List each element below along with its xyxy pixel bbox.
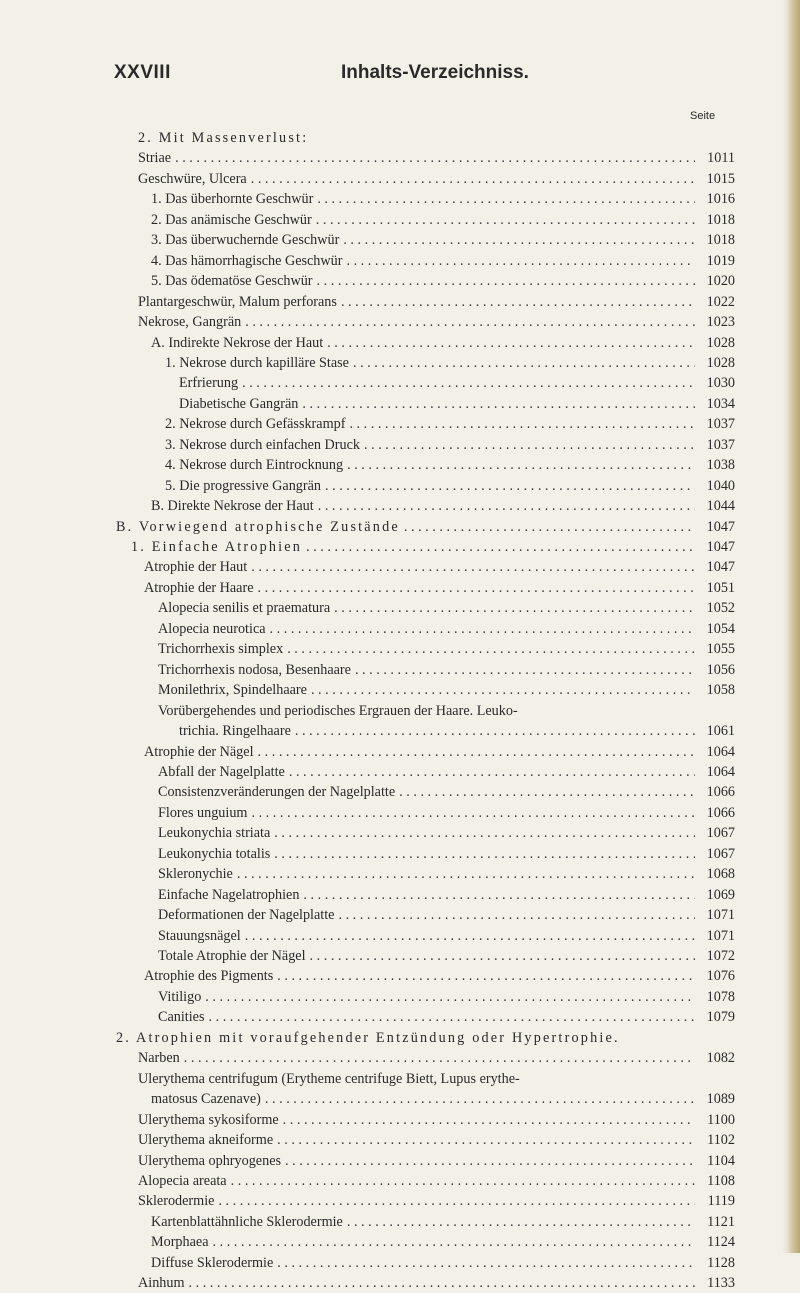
dot-leader: [343, 230, 695, 250]
toc-entry: [116, 1028, 735, 1048]
toc-entry-title: Einfache Nagelatrophien: [158, 886, 300, 903]
dot-leader: [251, 803, 695, 823]
toc-entry-page: 1133: [707, 1275, 735, 1292]
toc-entry-page: 1082: [706, 1050, 735, 1067]
toc-entry-title: 5. Das ödematöse Geschwür: [151, 273, 313, 290]
toc-entry-title: 1. Einfache Atrophien: [131, 539, 303, 555]
dot-leader: [311, 680, 695, 700]
toc-entry-page: 1064: [706, 743, 735, 760]
toc-entry-title: Abfall der Nagelplatte: [158, 763, 285, 780]
dot-leader: [347, 455, 695, 475]
toc-entry-page: 1020: [706, 273, 735, 290]
toc-entry-page: 1023: [706, 314, 735, 331]
toc-entry-page: 1054: [706, 620, 735, 637]
dot-leader: [242, 373, 695, 393]
toc-entry-title: Narben: [138, 1050, 180, 1067]
toc-entry: [158, 598, 735, 618]
toc-entry-page: 1044: [706, 498, 735, 515]
page-number: XXVIII: [114, 62, 171, 83]
toc-entry-title: Atrophie der Haare: [144, 579, 254, 596]
toc-entry-page: 1028: [706, 354, 735, 371]
dot-leader: [285, 1151, 695, 1171]
toc-entry: [138, 1110, 735, 1130]
toc-entry: [144, 557, 735, 577]
toc-entry-page: 1121: [707, 1213, 735, 1230]
toc-entry: [151, 333, 735, 353]
dot-leader: [205, 987, 695, 1007]
toc-entry: [138, 1069, 735, 1089]
dot-leader: [245, 312, 695, 332]
dot-leader: [334, 598, 695, 618]
toc-entry-page: 1047: [706, 559, 735, 576]
dot-leader: [270, 619, 695, 639]
dot-leader: [316, 210, 695, 230]
toc-entry-page: 1064: [706, 763, 735, 780]
toc-entry-title: Morphaea: [151, 1234, 209, 1251]
toc-entry: [158, 823, 735, 843]
toc-entry-page: 1128: [707, 1254, 735, 1271]
dot-leader: [274, 823, 695, 843]
toc-entry-title: Ainhum: [138, 1275, 185, 1292]
toc-entry-page: 1018: [706, 211, 735, 228]
toc-entry-title: Flores unguium: [158, 804, 248, 821]
toc-entry-title: Plantargeschwür, Malum perforans: [138, 293, 337, 310]
toc-entry-page: 1028: [706, 334, 735, 351]
toc-entry: [138, 1171, 735, 1191]
toc-entry-title: 3. Das überwuchernde Geschwür: [151, 232, 340, 249]
dot-leader: [258, 742, 695, 762]
dot-leader: [218, 1191, 695, 1211]
toc-entry-title: Totale Atrophie der Nägel: [158, 948, 306, 964]
toc-entry: [144, 966, 735, 986]
dot-leader: [347, 1212, 695, 1232]
toc-entry-title: Ulerythema centrifugum (Erytheme centrifuge Biett, Lupus erythe-: [138, 1070, 520, 1087]
toc-entry-title: Geschwüre, Ulcera: [138, 170, 247, 187]
dot-leader: [404, 517, 695, 537]
toc-entry-title: Ulerythema ophryogenes: [138, 1152, 282, 1169]
toc-entry-page: 1022: [706, 293, 735, 310]
toc-entry: [151, 189, 735, 209]
toc-entry-page: 1058: [706, 682, 735, 699]
toc-entry-title: Alopecia areata: [138, 1172, 227, 1189]
toc-entry-page: 1119: [707, 1193, 735, 1210]
dot-leader: [317, 271, 695, 291]
toc-entry: [138, 1273, 735, 1293]
toc-entry-page: 1018: [706, 232, 735, 249]
toc-entry: [138, 169, 735, 189]
toc-entry: [144, 742, 735, 762]
toc-entry-title: 3. Nekrose durch einfachen Druck: [165, 436, 360, 453]
dot-leader: [189, 1273, 695, 1293]
toc-entry-title: matosus Cazenave): [151, 1091, 261, 1108]
toc-entry-title: Leukonychia striata: [158, 825, 271, 842]
toc-entry-page: 1071: [706, 927, 735, 944]
toc-entry-title: Trichorrhexis simplex: [158, 641, 284, 658]
toc-entry: [165, 435, 735, 455]
toc-entry: [158, 905, 735, 925]
dot-leader: [265, 1089, 695, 1109]
toc-entry-title: Canities: [158, 1009, 205, 1026]
toc-entry: [151, 1212, 735, 1232]
toc-entry-title: Skleronychie: [158, 866, 233, 883]
toc-entry: [179, 394, 735, 414]
dot-leader: [327, 333, 695, 353]
toc-entry-title: Atrophie der Haut: [144, 559, 248, 576]
toc-entry-title: Monilethrix, Spindelhaare: [158, 682, 307, 699]
toc-entry-page: 1072: [706, 948, 735, 964]
toc-entry-title: 4. Das hämorrhagische Geschwür: [151, 252, 343, 269]
dot-leader: [184, 1048, 695, 1068]
toc-entry-page: 1052: [706, 600, 735, 617]
dot-leader: [341, 292, 695, 312]
toc-entry-title: trichia. Ringelhaare: [179, 723, 291, 740]
toc-entry: [138, 1151, 735, 1171]
toc-entry-title: Ulerythema sykosiforme: [138, 1111, 279, 1128]
toc-entry-title: Trichorrhexis nodosa, Besenhaare: [158, 661, 351, 678]
toc-entry-page: 1104: [707, 1152, 735, 1169]
dot-leader: [245, 926, 695, 946]
toc-entry-page: 1037: [706, 436, 735, 453]
toc-entry-page: 1019: [706, 252, 735, 269]
toc-entry-title: Diabetische Gangrän: [179, 395, 299, 412]
toc-entry-page: 1015: [706, 170, 735, 187]
toc-entry-title: Nekrose, Gangrän: [138, 314, 242, 331]
dot-leader: [277, 966, 695, 986]
toc-entry: [151, 251, 735, 271]
toc-entry: [165, 414, 735, 434]
toc-entry-title: Deformationen der Nagelplatte: [158, 907, 335, 924]
dot-leader: [175, 148, 695, 168]
toc-entry: [151, 230, 735, 250]
dot-leader: [310, 946, 695, 966]
dot-leader: [306, 537, 695, 557]
toc-entry: [158, 782, 735, 802]
toc-entry-title: Vorübergehendes und periodisches Ergrauen der Haare. Leuko-: [158, 702, 518, 719]
toc-entry-page: 1034: [706, 395, 735, 412]
toc-entry: [158, 639, 735, 659]
toc-entry-page: 1078: [706, 988, 735, 1005]
toc-entry-title: Stauungsnägel: [158, 927, 241, 944]
toc-entry-title: 4. Nekrose durch Eintrocknung: [165, 457, 344, 474]
toc-entry: [151, 1232, 735, 1252]
toc-entry-title: 1. Nekrose durch kapilläre Stase: [165, 354, 349, 371]
toc-entry: [158, 660, 735, 680]
toc-entry-page: 1076: [706, 968, 735, 985]
toc-entry: [116, 517, 735, 537]
dot-leader: [349, 414, 695, 434]
toc-entry-page: 1047: [706, 518, 735, 535]
toc-entry-page: 1011: [707, 150, 735, 167]
toc-entry: [151, 271, 735, 291]
toc-entry: [158, 619, 735, 639]
toc-entry: [158, 1007, 735, 1027]
page-edge: [782, 0, 800, 1253]
toc-entry-page: 1055: [706, 641, 735, 658]
page-header: [0, 62, 800, 92]
toc-entry: [138, 1048, 735, 1068]
toc-entry-page: 1061: [706, 723, 735, 740]
toc-entry-title: 5. Die progressive Gangrän: [165, 477, 322, 494]
toc-entry-title: Atrophie der Nägel: [144, 743, 254, 760]
toc-entry: [158, 864, 735, 884]
toc-entry-page: 1066: [706, 804, 735, 821]
dot-leader: [274, 844, 695, 864]
toc-entry-title: Diffuse Sklerodermie: [151, 1254, 274, 1271]
toc-entry-page: 1037: [706, 416, 735, 433]
dot-leader: [251, 169, 695, 189]
dot-leader: [295, 721, 695, 741]
toc-entry-title: Leukonychia totalis: [158, 845, 271, 862]
dot-leader: [355, 660, 695, 680]
toc-entry-page: 1100: [707, 1111, 735, 1128]
toc-entry-title: 2. Atrophien mit voraufgehender Entzündung oder Hypertrophie.: [116, 1029, 620, 1046]
dot-leader: [251, 557, 695, 577]
toc-entry-page: 1066: [706, 784, 735, 801]
dot-leader: [302, 394, 695, 414]
dot-leader: [283, 1110, 695, 1130]
dot-leader: [325, 476, 695, 496]
toc-entry: [158, 680, 735, 700]
dot-leader: [287, 639, 695, 659]
toc-entry: [144, 578, 735, 598]
toc-entry-title: 2. Nekrose durch Gefässkrampf: [165, 416, 346, 433]
toc-entry-page: 1030: [706, 375, 735, 392]
toc-entry-title: Erfrierung: [179, 375, 239, 392]
toc-entry-title: 2. Mit Massenverlust:: [138, 130, 309, 146]
toc-entry-title: Sklerodermie: [138, 1193, 215, 1210]
seite-label: Seite: [690, 110, 716, 122]
toc-entry-page: 1067: [706, 825, 735, 842]
toc-entry-page: 1056: [706, 661, 735, 678]
dot-leader: [364, 435, 695, 455]
toc-entry-page: 1040: [706, 477, 735, 494]
dot-leader: [231, 1171, 695, 1191]
toc-entry-page: 1089: [706, 1091, 735, 1108]
toc-entry-page: 1079: [706, 1009, 735, 1026]
toc-entry-page: 1047: [706, 539, 735, 555]
toc-entry: [179, 373, 735, 393]
page-title: Inhalts-Verzeichniss.: [341, 62, 529, 83]
dot-leader: [213, 1232, 695, 1252]
toc-entry-page: 1016: [706, 191, 735, 208]
toc-entry-title: Consistenzveränderungen der Nagelplatte: [158, 784, 396, 801]
toc-entry-page: 1067: [706, 845, 735, 862]
toc-entry: [158, 762, 735, 782]
dot-leader: [258, 578, 695, 598]
toc-entry-page: 1108: [707, 1172, 735, 1189]
toc-entry-title: Vitiligo: [158, 988, 202, 1005]
toc-entry-page: 1102: [707, 1132, 735, 1149]
toc-entry: [138, 292, 735, 312]
toc-entry: [158, 987, 735, 1007]
toc-entry-title: Striae: [138, 150, 172, 167]
toc-entry: [165, 455, 735, 475]
toc-entry: [138, 148, 735, 168]
toc-entry-title: Alopecia neurotica: [158, 620, 266, 637]
toc-entry: [158, 885, 735, 905]
toc-entry-title: Ulerythema akneiforme: [138, 1132, 274, 1149]
dot-leader: [277, 1130, 695, 1150]
toc-entry: [131, 537, 735, 557]
toc-entry: [158, 946, 735, 966]
toc-entry-page: 1069: [706, 886, 735, 903]
dot-leader: [289, 762, 695, 782]
toc-entry: [151, 496, 735, 516]
toc-entry: [179, 721, 735, 741]
toc-entry-page: 1071: [706, 907, 735, 924]
dot-leader: [237, 864, 695, 884]
toc-entry-title: B. Vorwiegend atrophische Zustände: [116, 518, 400, 535]
toc-entry: [158, 803, 735, 823]
toc-entry-page: 1051: [706, 579, 735, 596]
dot-leader: [338, 905, 695, 925]
toc-entry-title: Alopecia senilis et praematura: [158, 600, 331, 617]
toc-entry-page: 1124: [707, 1234, 735, 1251]
dot-leader: [399, 782, 695, 802]
toc-entry: [138, 128, 735, 148]
dot-leader: [317, 189, 695, 209]
toc-entry-title: Kartenblattähnliche Sklerodermie: [151, 1213, 343, 1230]
toc-entry-title: Atrophie des Pigments: [144, 968, 274, 985]
toc-entry-title: 1. Das überhornte Geschwür: [151, 191, 314, 208]
toc-entry: [151, 210, 735, 230]
toc-entry-title: 2. Das anämische Geschwür: [151, 211, 312, 228]
toc-entry: [165, 353, 735, 373]
toc-entry-page: 1068: [706, 866, 735, 883]
toc-entry: [138, 1191, 735, 1211]
toc-entry: [138, 312, 735, 332]
toc-entry: [158, 701, 735, 721]
toc-entry: [151, 1253, 735, 1273]
dot-leader: [303, 885, 695, 905]
dot-leader: [277, 1253, 695, 1273]
toc-entry: [165, 476, 735, 496]
toc-entry-page: 1038: [706, 457, 735, 474]
toc-entry: [151, 1089, 735, 1109]
dot-leader: [346, 251, 695, 271]
toc-entry: [138, 1130, 735, 1150]
toc-entry: [158, 844, 735, 864]
toc-entry: [158, 926, 735, 946]
dot-leader: [209, 1007, 696, 1027]
toc-entry-title: A. Indirekte Nekrose der Haut: [151, 334, 324, 351]
dot-leader: [353, 353, 695, 373]
dot-leader: [318, 496, 695, 516]
toc-entry-title: B. Direkte Nekrose der Haut: [151, 498, 314, 515]
